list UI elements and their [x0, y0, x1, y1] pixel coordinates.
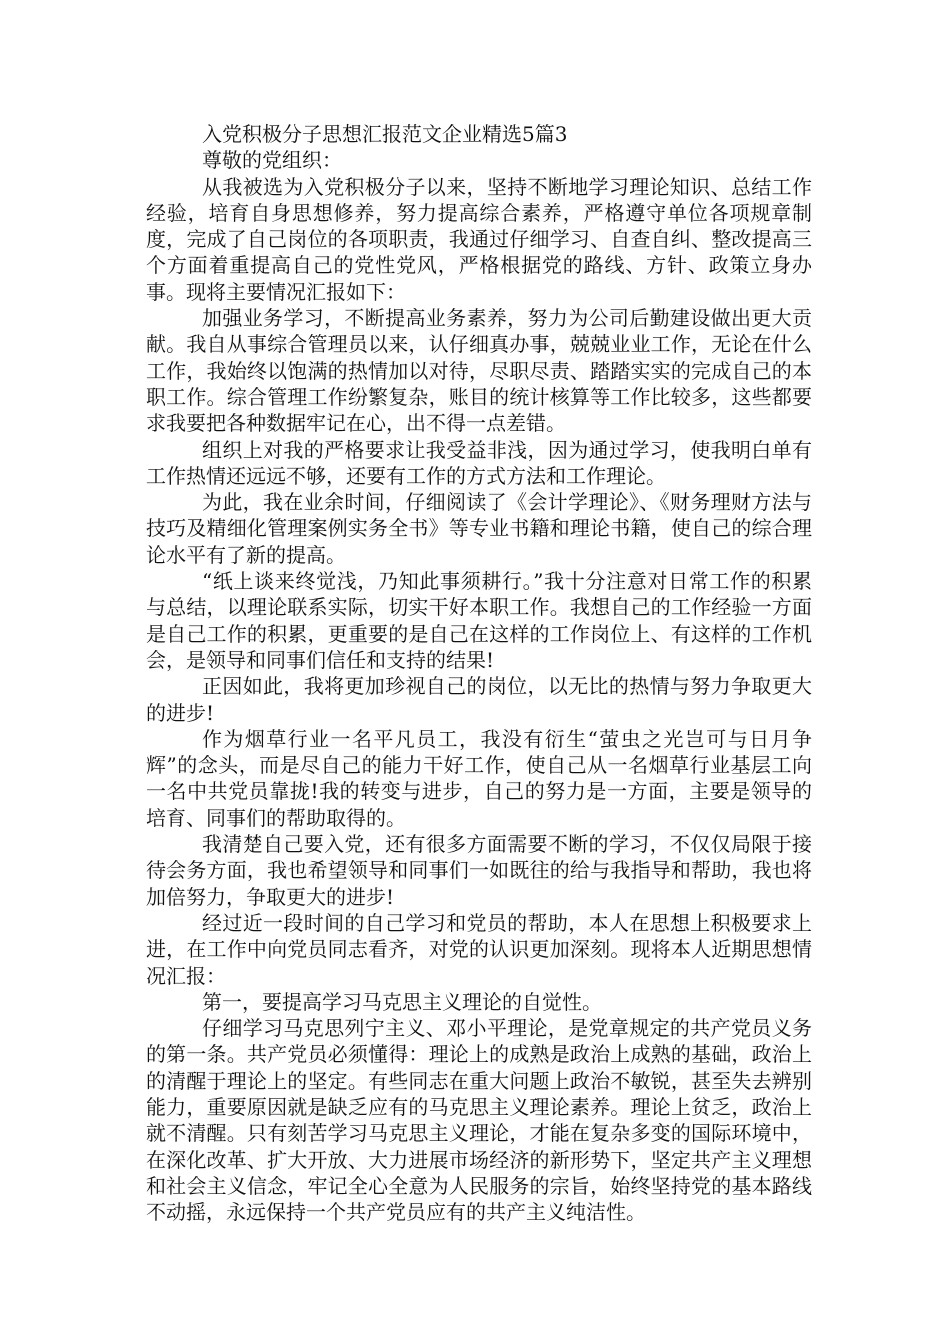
- paragraph-2: 加强业务学习，不断提高业务素养，努力为公司后勤建设做出更大贡献。我自从事综合管理员以来，认仔细真办事，兢兢业业工作，无论在什么工作，我始终以饱满的热情加以对待，尽职尽责、踏踏实实的完成自己的本职工作。综合管理工作纷繁复杂，账目的统计核算等工作比较多，这些都要求我要把各种数据牢记在心，出不得一点差错。: [146, 306, 812, 436]
- paragraph-9: 经过近一段时间的自己学习和党员的帮助，本人在思想上积极要求上进，在工作中向党员同志看齐，对党的认识更加深刻。现将本人近期思想情况汇报：: [146, 910, 812, 988]
- paragraph-5: “纸上谈来终觉浅，乃知此事须耕行。”我十分注意对日常工作的积累与总结，以理论联系实际，切实干好本职工作。我想自己的工作经验一方面是自己工作的积累，更重要的是自己在这样的工作岗位上、有这样的工作机会，是领导和同事们信任和支持的结果!: [146, 569, 812, 672]
- paragraph-11: 仔细学习马克思列宁主义、邓小平理论，是党章规定的共产党员义务的第一条。共产党员必须懂得：理论上的成熟是政治上成熟的基础，政治上的清醒于理论上的坚定。有些同志在重大问题上政治不敏锐，甚至失去辨别能力，重要原因就是缺乏应有的马克思主义理论素养。理论上贫乏，政治上就不清醒。只有刻苦学习马克思主义理论，才能在复杂多变的国际环境中，在深化改革、扩大开放、大力进展市场经济的新形势下，坚定共产主义理想和社会主义信念，牢记全心全意为人民服务的宗旨，始终坚持党的基本路线不动摇，永远保持一个共产党员应有的共产主义纯洁性。: [146, 1016, 812, 1225]
- paragraph-7: 作为烟草行业一名平凡员工，我没有衍生“萤虫之光岂可与日月争辉”的念头，而是尽自己的能力干好工作，使自己从一名烟草行业基层工向一名中共党员靠拢!我的转变与进步，自己的努力是一方面，主要是领导的培育、同事们的帮助取得的。: [146, 726, 812, 830]
- document-body: [146, 121, 812, 1225]
- paragraph-3: 组织上对我的严格要求让我受益非浅，因为通过学习，使我明白单有工作热情还远远不够，还要有工作的方式方法和工作理论。: [146, 437, 812, 488]
- paragraph-6: 正因如此，我将更加珍视自己的岗位，以无比的热情与努力争取更大的进步!: [146, 674, 812, 725]
- paragraph-8: 我清楚自己要入党，还有很多方面需要不断的学习，不仅仅局限于接待会务方面，我也希望领导和同事们一如既往的给与我指导和帮助，我也将加倍努力，争取更大的进步!: [146, 832, 812, 909]
- paragraph-4: 为此，我在业余时间，仔细阅读了《会计学理论》、《财务理财方法与技巧及精细化管理案例实务全书》等专业书籍和理论书籍，使自己的综合理论水平有了新的提高。: [146, 490, 812, 567]
- salutation: 尊敬的党组织：: [202, 148, 342, 173]
- paragraph-10: 第一，要提高学习马克思主义理论的自觉性。: [202, 989, 602, 1014]
- paragraph-1: 从我被选为入党积极分子以来，坚持不断地学习理论知识、总结工作经验，培育自身思想修养，努力提高综合素养，严格遵守单位各项规章制度，完成了自己岗位的各项职责，我通过仔细学习、自查自纠、整改提高三个方面着重提高自己的党性党风，严格根据党的路线、方针、政策立身办事。现将主要情况汇报如下：: [146, 174, 812, 304]
- document-title: 入党积极分子思想汇报范文企业精选5篇3: [202, 122, 568, 146]
